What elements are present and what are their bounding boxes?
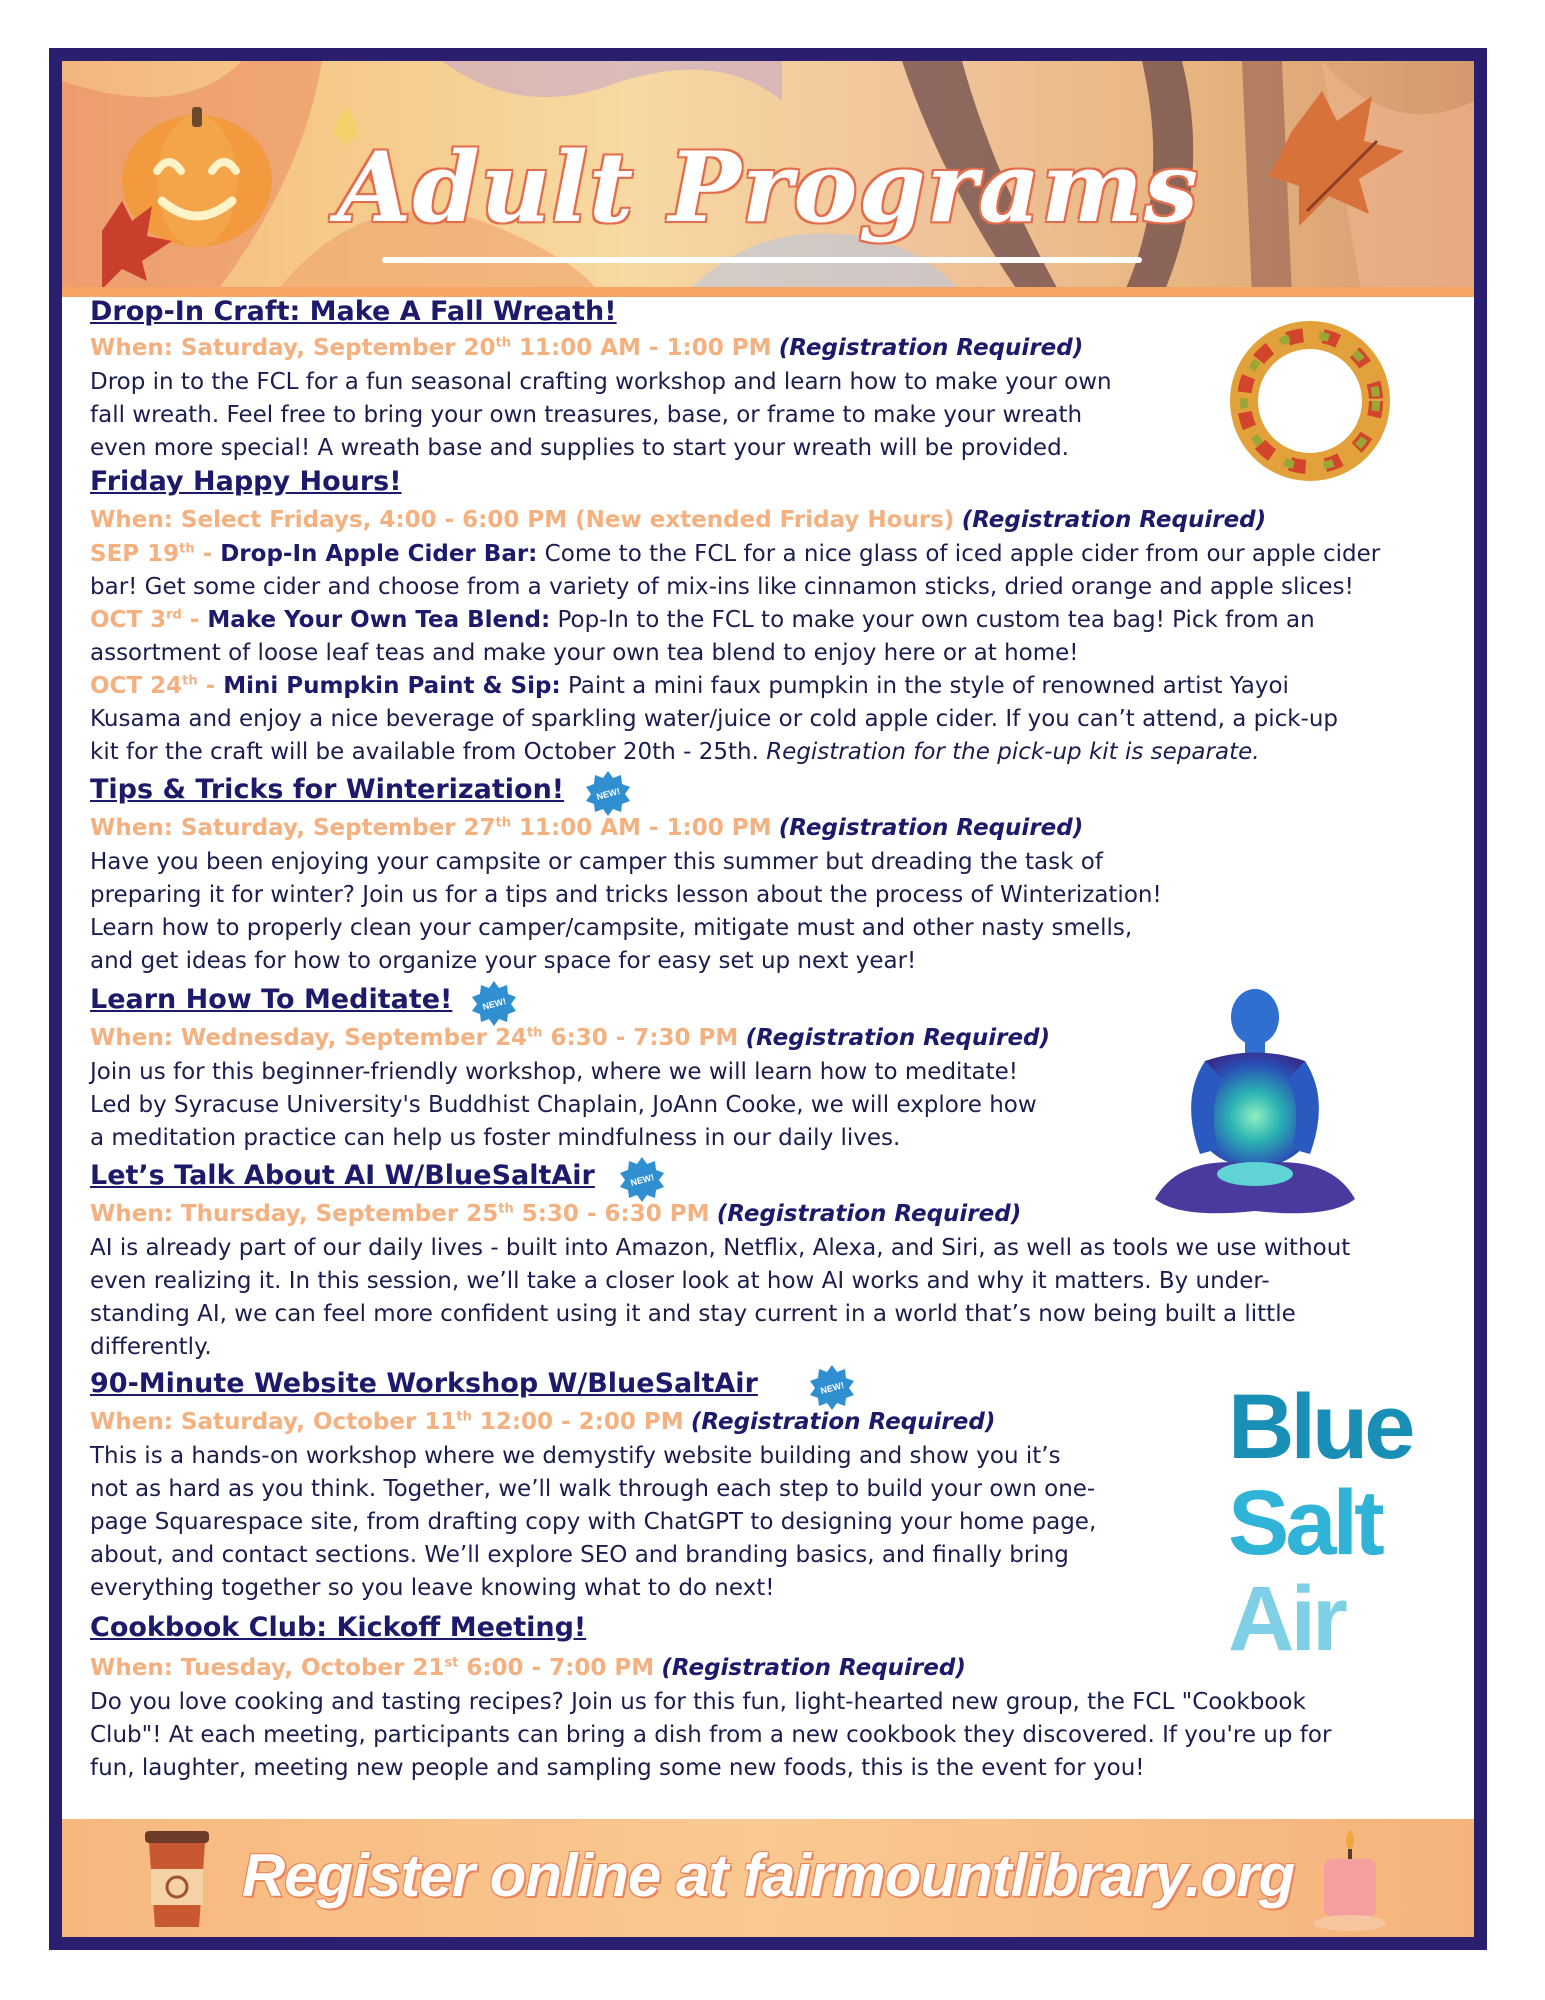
happy-hour-item-1: SEP 19th - Drop-In Apple Cider Bar: Come to the FCL for a nice glass of iced apple cider from our apple cider (90, 541, 1381, 567)
new-badge-icon (808, 1363, 856, 1411)
event-desc-line: fun, laughter, meeting new people and sampling some new foods, this is the event for you! (90, 1755, 1145, 1781)
event-desc-line: kit for the craft will be available from October 20th - 25th. Registration for the pick-up kit is separate. (90, 739, 1260, 765)
event-title-fall-wreath: Drop-In Craft: Make A Fall Wreath! (90, 296, 617, 327)
banner (62, 61, 1474, 297)
event-title-cookbook-club: Cookbook Club: Kickoff Meeting! (90, 1612, 587, 1643)
event-title-meditate: Learn How To Meditate! (90, 984, 453, 1015)
event-desc-line: not as hard as you think. Together, we’ll walk through each step to build your own one- (90, 1476, 1096, 1502)
event-when-cookbook-club: When: Tuesday, October 21st 6:00 - 7:00 PM (Registration Required) (90, 1655, 966, 1681)
banner-underline (382, 257, 1142, 263)
new-badge-icon (618, 1155, 666, 1203)
event-desc-line: assortment of loose leaf teas and make your own tea blend to enjoy here or at home! (90, 640, 1079, 666)
banner-title: Adult Programs (337, 131, 1199, 244)
event-desc-line: about, and contact sections. We’ll explore SEO and branding basics, and finally bring (90, 1542, 1069, 1568)
event-desc-line: even realizing it. In this session, we’ll take a closer look at how AI works and why it matters. By under- (90, 1268, 1270, 1294)
badge-label: NEW! (481, 996, 508, 1012)
badge-label: NEW! (595, 786, 622, 802)
badge-label: NEW! (629, 1172, 656, 1188)
event-desc-line: a meditation practice can help us foster mindfulness in our daily lives. (90, 1125, 901, 1151)
event-title-website-workshop: 90-Minute Website Workshop W/BlueSaltAir (90, 1368, 758, 1399)
event-desc-line: Join us for this beginner-friendly workshop, where we will learn how to meditate! (90, 1059, 1018, 1085)
event-desc-line: This is a hands-on workshop where we demystify website building and show you it’s (90, 1443, 1061, 1469)
event-desc-line: and get ideas for how to organize your space for easy set up next year! (90, 948, 917, 974)
meditating-figure-image (1150, 989, 1360, 1224)
footer-banner (62, 1819, 1474, 1937)
event-desc-line: Drop in to the FCL for a fun seasonal crafting workshop and learn how to make your own (90, 369, 1112, 395)
logo-word-3: Air (1228, 1568, 1344, 1670)
event-desc-line: Led by Syracuse University's Buddhist Chaplain, JoAnn Cooke, we will explore how (90, 1092, 1037, 1118)
wreath-image (1218, 309, 1403, 494)
event-when-winterization: When: Saturday, September 27th 11:00 AM - 1:00 PM (Registration Required) (90, 815, 1084, 841)
event-title-ai: Let’s Talk About AI W/BlueSaltAir (90, 1160, 595, 1191)
badge-label: NEW! (819, 1380, 846, 1396)
event-desc-line: fall wreath. Feel free to bring your own treasures, base, or frame to make your wreath (90, 402, 1083, 428)
event-when-happy-hours: When: Select Fridays, 4:00 - 6:00 PM (New extended Friday Hours) (Registration Required) (90, 507, 1267, 533)
event-desc-line: Do you love cooking and tasting recipes? Join us for this fun, light-hearted new group, the FCL "Cookbook (90, 1689, 1306, 1715)
event-when-fall-wreath: When: Saturday, September 20th 11:00 AM - 1:00 PM (Registration Required) (90, 335, 1084, 361)
logo-word-1: Blue (1228, 1376, 1412, 1478)
candle-icon (1310, 1825, 1390, 1935)
event-when-website-workshop: When: Saturday, October 11th 12:00 - 2:00 PM (Registration Required) (90, 1409, 996, 1435)
event-desc-line: Club"! At each meeting, participants can bring a dish from a new cookbook they discovered. If you're up for (90, 1722, 1332, 1748)
event-desc-line: preparing it for winter? Join us for a tips and tricks lesson about the process of Winterization! (90, 882, 1162, 908)
register-online-text: Register online at fairmountlibrary.org (241, 1842, 1295, 1909)
logo-word-2: Salt (1228, 1472, 1381, 1574)
event-desc-line: AI is already part of our daily lives - built into Amazon, Netflix, Alexa, and Siri, as well as tools we use without (90, 1235, 1351, 1261)
event-desc-line: standing AI, we can feel more confident using it and stay current in a world that’s now being built a little (90, 1301, 1296, 1327)
event-desc-line: even more special! A wreath base and supplies to start your wreath will be provided. (90, 435, 1069, 461)
event-title-happy-hours: Friday Happy Hours! (90, 466, 402, 497)
happy-hour-item-2: OCT 3rd - Make Your Own Tea Blend: Pop-In to the FCL to make your own custom tea bag! Pick from an (90, 607, 1315, 633)
event-desc-line: bar! Get some cider and choose from a variety of mix-ins like cinnamon sticks, dried orange and apple slices! (90, 574, 1354, 600)
event-desc-line: Kusama and enjoy a nice beverage of sparkling water/juice or cold apple cider. If you can’t attend, a pick-up (90, 706, 1339, 732)
happy-hour-item-3: OCT 24th - Mini Pumpkin Paint & Sip: Paint a mini faux pumpkin in the style of renowned artist Yayoi (90, 673, 1289, 699)
event-desc-line: Learn how to properly clean your camper/campsite, mitigate must and other nasty smells, (90, 915, 1133, 941)
new-badge-icon (470, 979, 518, 1027)
content (62, 297, 1474, 1867)
event-title-winterization: Tips & Tricks for Winterization! (90, 774, 565, 805)
flyer-frame (49, 48, 1487, 1950)
event-when-ai: When: Thursday, September 25th 5:30 - 6:30 PM (Registration Required) (90, 1201, 1022, 1227)
event-desc-line: page Squarespace site, from drafting copy with ChatGPT to designing your home page, (90, 1509, 1097, 1535)
event-desc-line: differently. (90, 1334, 212, 1360)
new-badge-icon (584, 769, 632, 817)
event-when-meditate: When: Wednesday, September 24th 6:30 - 7:30 PM (Registration Required) (90, 1025, 1051, 1051)
event-desc-line: Have you been enjoying your campsite or camper this summer but dreading the task of (90, 849, 1103, 875)
event-desc-line: everything together so you leave knowing what to do next! (90, 1575, 775, 1601)
